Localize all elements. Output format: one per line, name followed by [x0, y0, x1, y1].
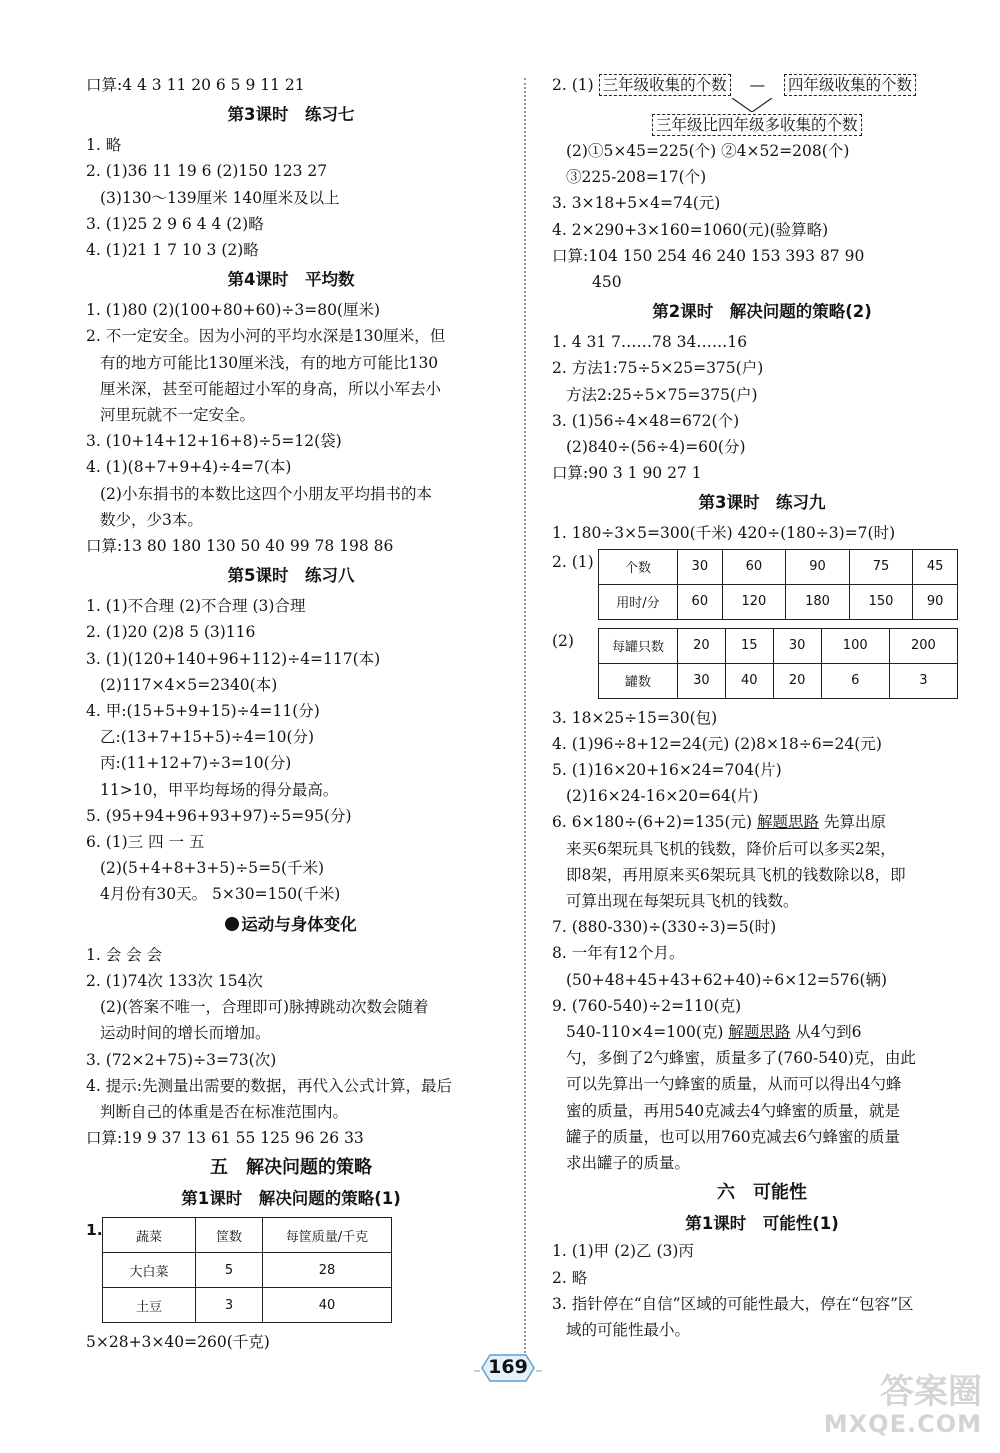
answer-text: 先算出原 — [819, 813, 886, 832]
column-divider — [524, 78, 526, 1373]
answer-line: 1. 180÷3×5=300(千米) 420÷(180÷3)=7(时) — [552, 524, 896, 543]
bullet-icon — [225, 917, 239, 931]
answer-line: 数少，少3本。 — [100, 510, 203, 529]
table-header: 每罐只数 — [599, 628, 678, 663]
answer-line: 5. (1)16×20+16×24=704(片) — [552, 761, 782, 780]
question-number: 1. — [86, 1221, 103, 1240]
answer-line: 5×28+3×40=260(千克) — [86, 1333, 270, 1352]
oral-calc-cont: 450 — [592, 273, 622, 292]
table-cell: 28 — [263, 1253, 392, 1288]
answer-line: 可以先算出一勺蜂蜜的质量，从而可以得出4勺蜂 — [566, 1075, 902, 1094]
answer-line: 乙:(13+7+15+5)÷4=10(分) — [100, 728, 315, 747]
section-heading — [86, 908, 496, 942]
table-cell: 5 — [196, 1253, 263, 1288]
table-header: 个数 — [599, 549, 678, 584]
oral-calc: 口算:104 150 254 46 240 153 393 87 90 — [552, 246, 865, 265]
table-row — [103, 1288, 392, 1323]
table-cell: 60 — [678, 584, 723, 619]
question-number: 2. (1) — [552, 552, 594, 571]
table-cell: 30 — [678, 663, 726, 698]
answer-line: 4. (1)21 1 7 10 3 (2)略 — [86, 241, 259, 260]
right-column — [552, 72, 972, 1343]
answer-line: (2)小东捐书的本数比这四个小朋友平均捐书的本 — [100, 484, 432, 503]
answer-line: 4月份有30天。 5×30=150(千米) — [100, 885, 341, 904]
answer-line: 2. 方法1:75÷5×25=375(户) — [552, 359, 764, 378]
left-column — [86, 72, 496, 1356]
answer-line: (50+48+45+43+62+40)÷6×12=576(辆) — [566, 970, 888, 989]
section-heading: 第3课时 练习七 — [227, 105, 355, 125]
table-header: 蔬菜 — [103, 1218, 196, 1253]
answer-line: 3. (1)25 2 9 6 4 4 (2)略 — [86, 214, 264, 233]
table1-block — [86, 1217, 496, 1323]
answer-line: 1. (1)不合理 (2)不合理 (3)合理 — [86, 597, 306, 616]
table-cell: 40 — [263, 1288, 392, 1323]
answer-line: 方法2:25÷5×75=375(户) — [566, 385, 758, 404]
table-cell: 90 — [786, 549, 850, 584]
answer-line — [552, 809, 972, 835]
table-row — [599, 584, 958, 619]
chapter-heading: 五 解决问题的策略 — [210, 1157, 372, 1179]
answer-line: 4. 甲:(15+5+9+15)÷4=11(分) — [86, 702, 320, 721]
answer-text: 从4勺到6 — [790, 1023, 862, 1042]
answer-line: (3)130～139厘米 140厘米及以上 — [100, 188, 340, 207]
table-cell: 20 — [773, 663, 821, 698]
answer-line: 勺，多倒了2勺蜂蜜，质量多了(760-540)克，由此 — [566, 1049, 916, 1068]
page-number — [474, 1349, 542, 1387]
dashed-box: 三年级比四年级多收集的个数 — [652, 114, 862, 136]
vegetable-table — [102, 1217, 392, 1323]
table-cell: 3 — [889, 663, 957, 698]
answer-line: 1. 会 会 会 — [86, 945, 163, 964]
answer-line: 丙:(11+12+7)÷3=10(分) — [100, 754, 292, 773]
table-cell: 100 — [821, 628, 889, 663]
answer-line: (2)(答案不唯一，合理即可)脉搏跳动次数会随着 — [100, 998, 429, 1017]
answer-line: ③225-208=17(个) — [566, 168, 707, 187]
answer-line: 4. (1)96÷8+12=24(元) (2)8×18÷6=24(元) — [552, 734, 882, 753]
table-cell: 大白菜 — [103, 1253, 196, 1288]
answer-line: 2. 不一定安全。因为小河的平均水深是130厘米，但 — [86, 327, 446, 346]
answer-line: 2. (1)36 11 19 6 (2)150 123 27 — [86, 162, 328, 181]
answer-line: 域的可能性最小。 — [566, 1320, 691, 1339]
table-header-row — [103, 1218, 392, 1253]
count-time-table — [598, 549, 958, 620]
section-heading: 第4课时 平均数 — [227, 270, 355, 290]
answer-line: 11>10，甲平均每场的得分最高。 — [100, 780, 339, 799]
watermark-url: MXQE.COM — [823, 1410, 982, 1438]
oral-calc: 口算:13 80 180 130 50 40 99 78 198 86 — [86, 537, 394, 556]
hint-label: 解题思路 — [728, 1023, 791, 1042]
answer-text: 6. 6×180÷(6+2)=135(元) — [552, 813, 758, 832]
answer-line: 7. (880-330)÷(330÷3)=5(时) — [552, 918, 777, 937]
connector-lines — [552, 98, 972, 112]
dashed-box: 三年级收集的个数 — [599, 74, 731, 96]
table-cell: 180 — [786, 584, 850, 619]
answer-line: 运动时间的增长而增加。 — [100, 1024, 271, 1043]
section-heading: 第1课时 可能性(1) — [685, 1214, 839, 1234]
table3-block — [552, 628, 972, 699]
table-cell: 200 — [889, 628, 957, 663]
answer-line: 6. (1)三 四 一 五 — [86, 833, 205, 852]
answer-line: (2)840÷(56÷4)=60(分) — [566, 438, 746, 457]
answer-line: 3. 3×18+5×4=74(元) — [552, 194, 721, 213]
jar-table — [598, 628, 958, 699]
table-cell: 150 — [849, 584, 913, 619]
answer-text: 540-110×4=100(克) — [566, 1023, 729, 1042]
table-header: 用时/分 — [599, 584, 678, 619]
box-diagram-result — [552, 112, 972, 138]
answer-line: 判断自己的体重是否在标准范围内。 — [100, 1102, 349, 1121]
table-cell: 6 — [821, 663, 889, 698]
answer-line: 求出罐子的质量。 — [566, 1154, 691, 1173]
section-heading: 第2课时 解决问题的策略(2) — [652, 302, 872, 322]
oral-calc: 口算:90 3 1 90 27 1 — [552, 464, 702, 483]
table-row — [599, 628, 958, 663]
answer-line: 4. (1)(8+7+9+4)÷4=7(本) — [86, 458, 292, 477]
answer-line: (2)117×4×5=2340(本) — [100, 675, 278, 694]
answer-line: 1. 4 31 7……78 34……16 — [552, 333, 748, 352]
table-row — [599, 663, 958, 698]
oral-calc: 口算:19 9 37 13 61 55 125 96 26 33 — [86, 1129, 364, 1148]
table-cell: 30 — [773, 628, 821, 663]
table-cell: 40 — [725, 663, 773, 698]
answer-line: 来买6架玩具飞机的钱数，降价后可以多买2架， — [566, 839, 896, 858]
chapter-heading: 六 可能性 — [717, 1182, 807, 1204]
answer-line: 3. (10+14+12+16+8)÷5=12(袋) — [86, 432, 342, 451]
table-header: 罐数 — [599, 663, 678, 698]
answer-line: 厘米深，甚至可能超过小军的身高，所以小军去小 — [100, 379, 442, 398]
section-heading-text: 运动与身体变化 — [241, 914, 357, 934]
oral-calc: 口算:4 4 3 11 20 6 5 9 11 21 — [86, 76, 305, 94]
answer-line: (2)(5+4+8+3+5)÷5=5(千米) — [100, 859, 325, 878]
table-cell: 90 — [913, 584, 958, 619]
answer-line: 2. 略 — [552, 1268, 588, 1287]
table2-block — [552, 549, 972, 620]
answer-line: 3. (1)56÷4×48=672(个) — [552, 411, 740, 430]
section-heading: 第5课时 练习八 — [227, 566, 355, 586]
table-cell: 3 — [196, 1288, 263, 1323]
answer-line: 有的地方可能比130厘米浅，有的地方可能比130 — [100, 353, 439, 372]
answer-line: 即8架，再用原来买6架玩具飞机的钱数除以8，即 — [566, 865, 906, 884]
answer-line: 4. 提示:先测量出需要的数据，再代入公式计算，最后 — [86, 1076, 452, 1095]
question-number: (2) — [552, 631, 574, 650]
answer-line: 1. (1)80 (2)(100+80+60)÷3=80(厘米) — [86, 301, 381, 320]
question-number: 2. (1) — [552, 76, 594, 94]
table-cell: 土豆 — [103, 1288, 196, 1323]
watermark-title: 答案圈 — [880, 1372, 982, 1412]
table-cell: 15 — [725, 628, 773, 663]
minus-sign: — — [749, 76, 766, 94]
table-row — [103, 1253, 392, 1288]
answer-line: 1. 略 — [86, 136, 122, 155]
box-diagram-row — [552, 72, 972, 98]
answer-line: 1. (1)甲 (2)乙 (3)丙 — [552, 1242, 694, 1261]
answer-line: 蜜的质量，再用540克减去4勺蜂蜜的质量，就是 — [566, 1101, 900, 1120]
answer-line: (2)①5×45=225(个) ②4×52=208(个) — [566, 142, 850, 160]
dashed-box: 四年级收集的个数 — [784, 74, 916, 96]
answer-line: 8. 一年有12个月。 — [552, 944, 685, 963]
answer-line: 3. (72×2+75)÷3=73(次) — [86, 1050, 277, 1069]
answer-line: 2. (1)74次 133次 154次 — [86, 971, 263, 990]
table-header: 筐数 — [196, 1218, 263, 1253]
table-cell: 60 — [722, 549, 786, 584]
answer-line: 可算出现在每架玩具飞机的钱数。 — [566, 892, 799, 911]
answer-line: 河里玩就不一定安全。 — [100, 406, 256, 425]
answer-line: 4. 2×290+3×160=1060(元)(验算略) — [552, 220, 829, 239]
answer-line: 5. (95+94+96+93+97)÷5=95(分) — [86, 806, 352, 825]
page-number-text: 169 — [488, 1356, 528, 1378]
table-cell: 45 — [913, 549, 958, 584]
table-cell: 20 — [678, 628, 726, 663]
section-heading: 第3课时 练习九 — [698, 493, 826, 513]
answer-line: 3. (1)(120+140+96+112)÷4=117(本) — [86, 649, 381, 668]
watermark — [824, 1373, 982, 1437]
answer-line: 3. 18×25÷15=30(包) — [552, 708, 718, 727]
answer-line: 9. (760-540)÷2=110(克) — [552, 996, 742, 1015]
answer-line: 罐子的质量，也可以用760克减去6勺蜂蜜的质量 — [566, 1127, 900, 1146]
section-heading: 第1课时 解决问题的策略(1) — [181, 1189, 401, 1209]
table-cell: 75 — [849, 549, 913, 584]
table-row — [599, 549, 958, 584]
hint-label: 解题思路 — [757, 813, 820, 832]
answer-line: 3. 指针停在“自信”区域的可能性最大，停在“包容”区 — [552, 1294, 914, 1313]
table-cell: 30 — [678, 549, 723, 584]
answer-line: (2)16×24-16×20=64(片) — [566, 787, 759, 806]
answer-line: 2. (1)20 (2)8 5 (3)116 — [86, 623, 256, 642]
table-header: 每筐质量/千克 — [263, 1218, 392, 1253]
answer-line — [552, 1019, 972, 1045]
table-cell: 120 — [722, 584, 786, 619]
